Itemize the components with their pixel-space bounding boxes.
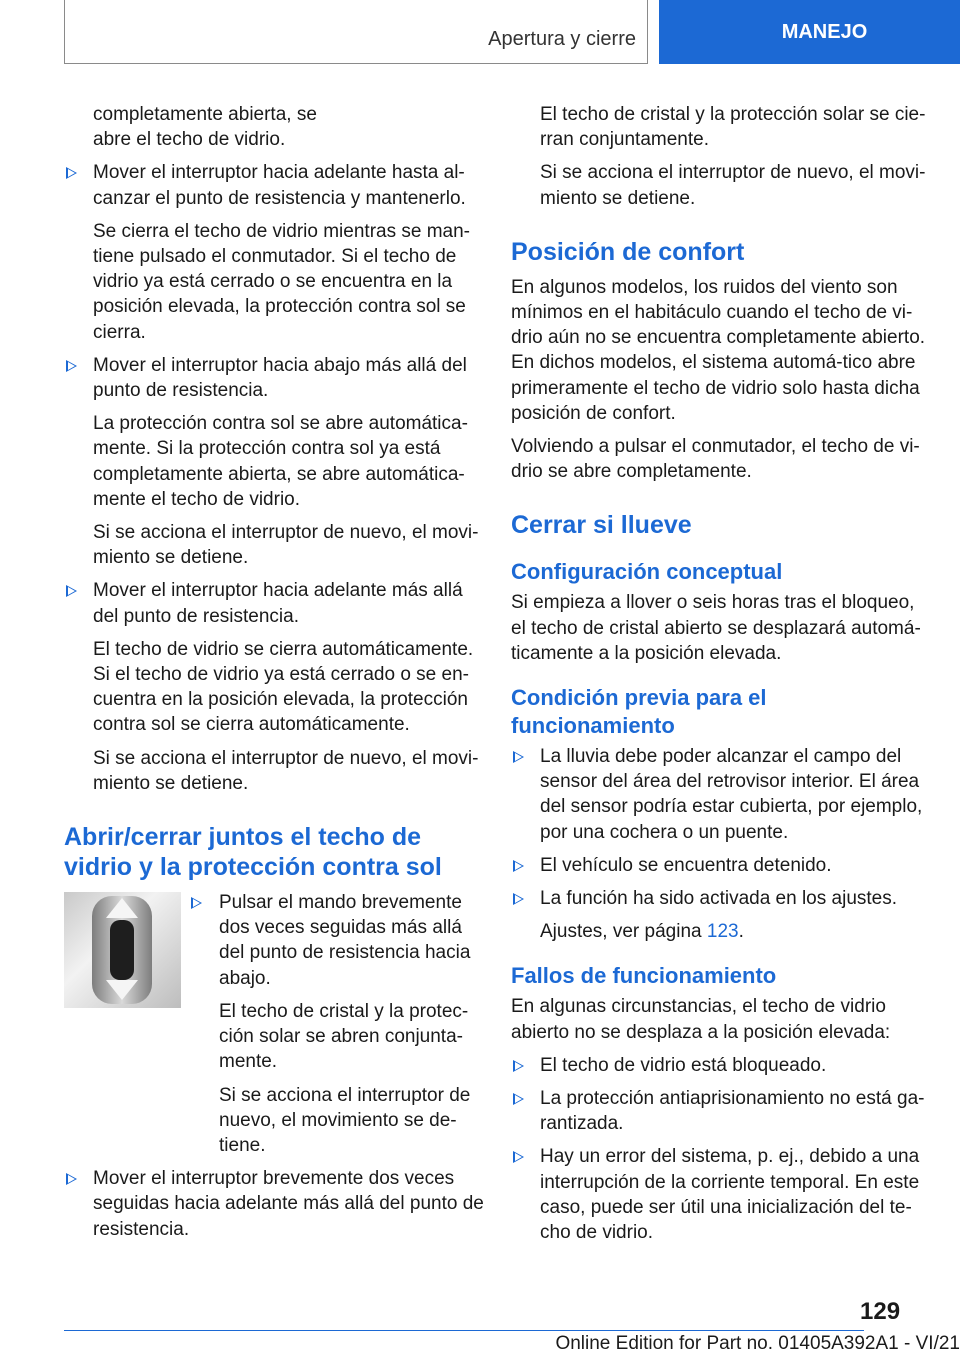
left-column <box>64 102 484 1250</box>
list-item <box>511 1144 931 1245</box>
list-item <box>511 886 931 911</box>
bullet-paragraph: Si se acciona el interruptor de nuevo, el movi-miento se detiene. <box>93 747 479 794</box>
bullet-triangle-icon <box>513 1151 524 1163</box>
paragraph: Si se acciona el interruptor de nuevo, el movi-miento se detiene. <box>540 162 926 209</box>
list-item <box>64 578 484 628</box>
page-number: 129 <box>860 1298 901 1325</box>
bullet-triangle-icon <box>513 1060 524 1072</box>
bullet-triangle-icon <box>513 1093 524 1105</box>
bullet-text: Mover el interruptor brevemente dos veces seguidas hacia adelante más allá del punto de resistencia. <box>93 1168 484 1240</box>
bullet-triangle-icon <box>513 860 524 872</box>
bullet-paragraph: El techo de vidrio se cierra automáticamente. Si el techo de vidrio ya está cerrado o se en-cuentra en la posición elevada, la protección contra sol se cierra automáticamente. <box>93 638 474 736</box>
subsection-heading: Condición previa para el funcionamiento <box>511 685 767 739</box>
section-title: Apertura y cierre <box>488 28 636 50</box>
intro-line-1: completamente abierta, se <box>93 104 317 125</box>
bullet-text: La función ha sido activada en los ajustes. <box>540 888 898 910</box>
page-reference: Ajustes, ver página 123. <box>540 921 744 943</box>
subsection-heading: Fallos de funcionamiento <box>511 963 777 989</box>
footer-edition: Online Edition for Part no. 01405A392A1 - VI/21 <box>555 1333 960 1354</box>
bullet-triangle-icon <box>66 360 77 372</box>
bullet-triangle-icon <box>191 897 202 909</box>
bullet-triangle-icon <box>66 167 77 179</box>
switch-knob <box>110 920 134 980</box>
bullet-paragraph: La protección contra sol se abre automática-mente. Si la protección contra sol ya está completamente abierta, se abre automática-mente el techo de vidrio. <box>93 413 468 510</box>
bullet-text: Mover el interruptor hacia adelante hasta al-canzar el punto de resistencia y mantenerlo. <box>93 162 466 209</box>
right-column <box>511 102 931 1253</box>
roof-switch-image <box>64 892 181 1008</box>
bullet-triangle-icon <box>513 751 524 763</box>
bullet-text: El vehículo se encuentra detenido. <box>540 854 832 876</box>
bullet-paragraph: Si se acciona el interruptor de nuevo, el movi-miento se detiene. <box>93 522 479 569</box>
list-item <box>189 890 484 991</box>
switch-text <box>189 890 484 1158</box>
bullet-paragraph: El techo de cristal y la protec-ción solar se abren conjunta-mente. <box>219 1000 469 1073</box>
bullet-triangle-icon <box>513 893 524 905</box>
list-item <box>511 1086 931 1136</box>
bullet-text: La lluvia debe poder alcanzar el campo del sensor del área del retrovisor interior. El área del sensor podría estar cubierta, por ejemplo, por una cochera o un puente. <box>540 746 923 843</box>
paragraph: Si empieza a llover o seis horas tras el bloqueo, el techo de cristal abierto se desplazará automá-ticamente a la posición elevada. <box>511 592 921 664</box>
chapter-tab[interactable]: MANEJO <box>659 0 960 64</box>
bullet-text: Mover el interruptor hacia adelante más allá del punto de resistencia. <box>93 580 463 627</box>
paragraph: Volviendo a pulsar el conmutador, el techo de vi-drio se abre completamente. <box>511 436 920 483</box>
list-item <box>64 353 484 403</box>
bullet-text: El techo de vidrio está bloqueado. <box>540 1054 827 1076</box>
list-item <box>511 1053 931 1078</box>
bullet-text: La protección antiaprisionamiento no está ga-rantizada. <box>540 1088 925 1135</box>
arrow-up-icon <box>106 898 138 918</box>
bullet-paragraph: Se cierra el techo de vidrio mientras se man-tiene pulsado el conmutador. Si el techo de vidrio ya está cerrado o se encuentra en la posición elevada, la protección contra sol se cierra. <box>93 220 470 343</box>
paragraph: En algunos modelos, los ruidos del viento son mínimos en el habitáculo cuando el techo de vi-drio aún no se encuentra completamente abierto. En dichos modelos, el sistema automá-tico abre primeramente el techo de vidrio solo hasta dicha posición de confort. <box>511 276 926 424</box>
bullet-text: Pulsar el mando brevemente dos veces seguidas más allá del punto de resistencia hacia abajo. <box>219 892 471 989</box>
section-heading: Cerrar si llueve <box>511 511 692 540</box>
page-link[interactable]: 123 <box>706 921 739 943</box>
bullet-paragraph: Si se acciona el interruptor de nuevo, el movimiento se de-tiene. <box>219 1084 471 1156</box>
paragraph: El techo de cristal y la protección solar se cie-rran conjuntamente. <box>540 104 926 151</box>
list-item <box>64 1166 484 1242</box>
bullet-triangle-icon <box>66 1173 77 1185</box>
list-item <box>511 744 931 845</box>
switch-instruction <box>64 890 484 1158</box>
bullet-text: Mover el interruptor hacia abajo más allá del punto de resistencia. <box>93 354 467 402</box>
intro-line-2: abre el techo de vidrio. <box>93 129 286 151</box>
subsection-heading: Configuración conceptual <box>511 559 783 585</box>
bullet-triangle-icon <box>66 585 77 597</box>
section-heading: Abrir/cerrar juntos el techo de vidrio y la protección contra sol <box>64 823 442 882</box>
list-item <box>511 853 931 878</box>
bullet-text: Hay un error del sistema, p. ej., debido a una interrupción de la corriente temporal. En este caso, puede ser útil una inicialización del te-cho de vidrio. <box>540 1146 920 1244</box>
arrow-down-icon <box>106 980 138 1000</box>
section-heading: Posición de confort <box>511 237 745 266</box>
list-item <box>64 160 484 210</box>
reference-text: Ajustes, ver página <box>540 921 707 943</box>
paragraph: En algunas circunstancias, el techo de vidrio abierto no se desplaza a la posición elevada: <box>511 996 891 1043</box>
footer-divider <box>64 1330 864 1331</box>
